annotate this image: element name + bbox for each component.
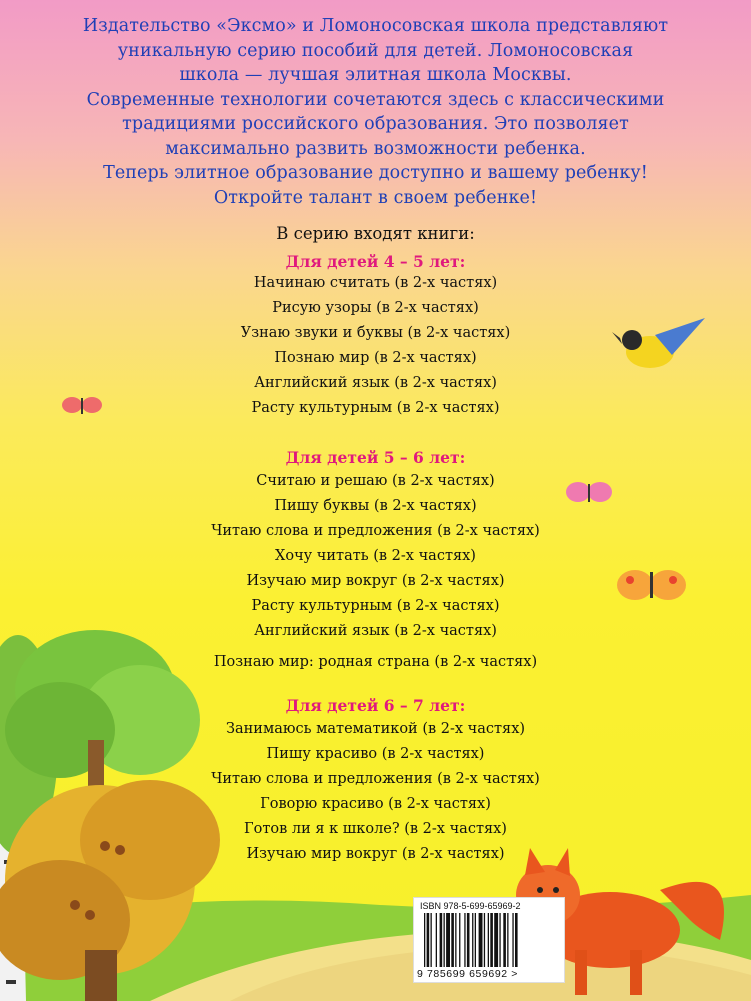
book-title: Начинаю считать (в 2-х частях) — [253, 275, 498, 291]
book-title: Изучаю мир вокруг (в 2-х частях) — [246, 846, 505, 862]
ean-number: 9 785699 659692 > — [417, 968, 518, 980]
book-title: Рисую узоры (в 2-х частях) — [272, 300, 479, 316]
book-title: Познаю мир (в 2-х частях) — [274, 350, 477, 366]
intro-line: школа — лучшая элитная школа Москвы. — [179, 65, 572, 85]
intro-line: Теперь элитное образование доступно и вашему ребенку! — [103, 163, 648, 183]
book-title: Расту культурным (в 2-х частях) — [251, 598, 500, 614]
isbn-barcode — [413, 897, 565, 983]
book-title: Узнаю звуки и буквы (в 2-х частях) — [240, 325, 511, 341]
isbn-number: ISBN 978-5-699-65969-2 — [420, 901, 521, 911]
intro-line: уникальную серию пособий для детей. Ломоносовская — [117, 40, 634, 61]
book-title: Хочу читать (в 2-х частях) — [275, 548, 476, 564]
intro-line: Откройте талант в своем ребенке! — [213, 187, 538, 208]
book-list-5-6 — [0, 469, 751, 675]
group-heading-6-7: Для детей 6 – 7 лет: — [285, 696, 466, 715]
series-title: В серию входят книги: — [276, 224, 475, 243]
book-list-6-7 — [0, 717, 751, 867]
book-title: Английский язык (в 2-х частях) — [254, 375, 497, 391]
group-heading-4-5: Для детей 4 – 5 лет: — [285, 252, 466, 271]
book-title: Читаю слова и предложения (в 2-х частях) — [211, 523, 540, 539]
book-title: Изучаю мир вокруг (в 2-х частях) — [246, 573, 505, 589]
intro-line: Современные технологии сочетаются здесь с классическими — [86, 89, 665, 110]
book-title: Читаю слова и предложения (в 2-х частях) — [211, 771, 540, 787]
intro-line: традициями российского образования. Это позволяет — [122, 114, 629, 134]
book-title: Познаю мир: родная страна (в 2-х частях) — [213, 654, 538, 670]
book-title: Считаю и решаю (в 2-х частях) — [256, 473, 495, 489]
book-title: Готов ли я к школе? (в 2-х частях) — [244, 821, 507, 837]
book-list-4-5 — [0, 271, 751, 421]
book-title: Пишу красиво (в 2-х частях) — [266, 746, 485, 762]
intro-paragraph — [30, 14, 721, 210]
intro-line: Издательство «Эксмо» и Ломоносовская школа представляют — [82, 16, 669, 36]
book-title: Пишу буквы (в 2-х частях) — [274, 498, 477, 514]
book-title: Говорю красиво (в 2-х частях) — [260, 796, 491, 812]
book-title: Занимаюсь математикой (в 2-х частях) — [225, 721, 526, 737]
barcode-bars — [424, 913, 564, 967]
intro-line: максимально развить возможности ребенка. — [165, 138, 586, 159]
group-heading-5-6: Для детей 5 – 6 лет: — [285, 448, 466, 467]
book-title: Расту культурным (в 2-х частях) — [251, 400, 500, 416]
book-title: Английский язык (в 2-х частях) — [254, 623, 497, 639]
